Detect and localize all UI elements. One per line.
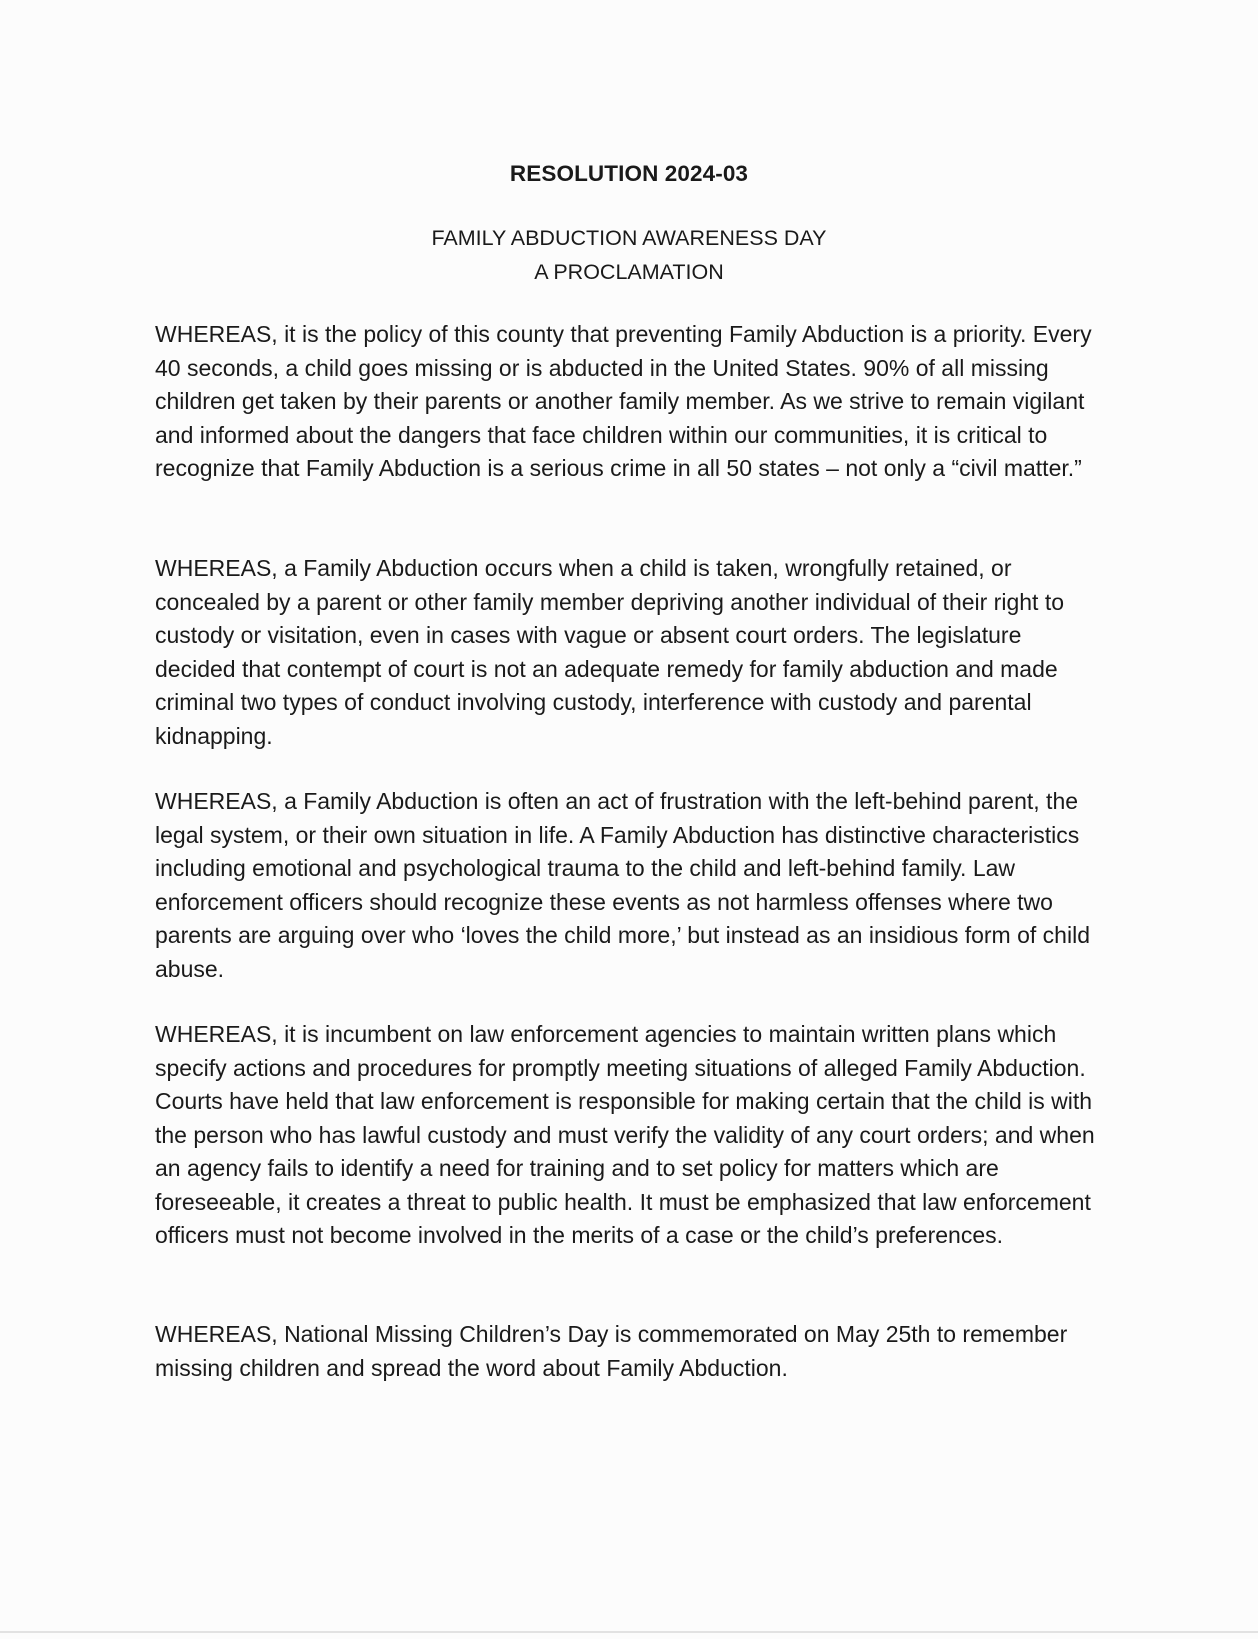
- proclamation-subtitle-line-2: A PROCLAMATION: [534, 260, 724, 284]
- whereas-paragraph-4: WHEREAS, it is incumbent on law enforcement agencies to maintain written plans which specify actions and procedures for promptly meeting situations of alleged Family Abduction. Courts have held that law enforcement is responsible for making certain that the child is with the person who has lawful custody and must verify the validity of any court orders; and when an agency fails to identify a need for training and to set policy for matters which are foreseeable, it creates a threat to public health. It must be emphasized that law enforcement officers must not become involved in the merits of a case or the child’s preferences.: [155, 1021, 1095, 1248]
- proclamation-subtitle-line-1: FAMILY ABDUCTION AWARENESS DAY: [431, 226, 827, 250]
- whereas-paragraph-3: WHEREAS, a Family Abduction is often an act of frustration with the left-behind parent, the legal system, or their own situation in life. A Family Abduction has distinctive characteristics including emotional and psychological trauma to the child and left-behind family. Law enforcement officers should recognize these events as not harmless offenses where two parents are arguing over who ‘loves the child more,’ but instead as an insidious form of child abuse.: [155, 788, 1090, 982]
- whereas-paragraph-1: WHEREAS, it is the policy of this county that preventing Family Abduction is a priority. Every 40 seconds, a child goes missing or is abducted in the United States. 90% of all missing children get taken by their parents or another family member. As we strive to remain vigilant and informed about the dangers that face children within our communities, it is critical to recognize that Family Abduction is a serious crime in all 50 states – not only a “civil matter.”: [155, 321, 1092, 481]
- whereas-paragraph-5: WHEREAS, National Missing Children’s Day is commemorated on May 25th to remember missing children and spread the word about Family Abduction.: [155, 1321, 1068, 1381]
- scan-bottom-edge: [0, 1631, 1258, 1633]
- resolution-title: RESOLUTION 2024-03: [509, 161, 749, 186]
- whereas-paragraph-2: WHEREAS, a Family Abduction occurs when a child is taken, wrongfully retained, or concealed by a parent or other family member depriving another individual of their right to custody or visitation, even in cases with vague or absent court orders. The legislature decided that contempt of court is not an adequate remedy for family abduction and made criminal two types of conduct involving custody, interference with custody and parental kidnapping.: [155, 555, 1064, 749]
